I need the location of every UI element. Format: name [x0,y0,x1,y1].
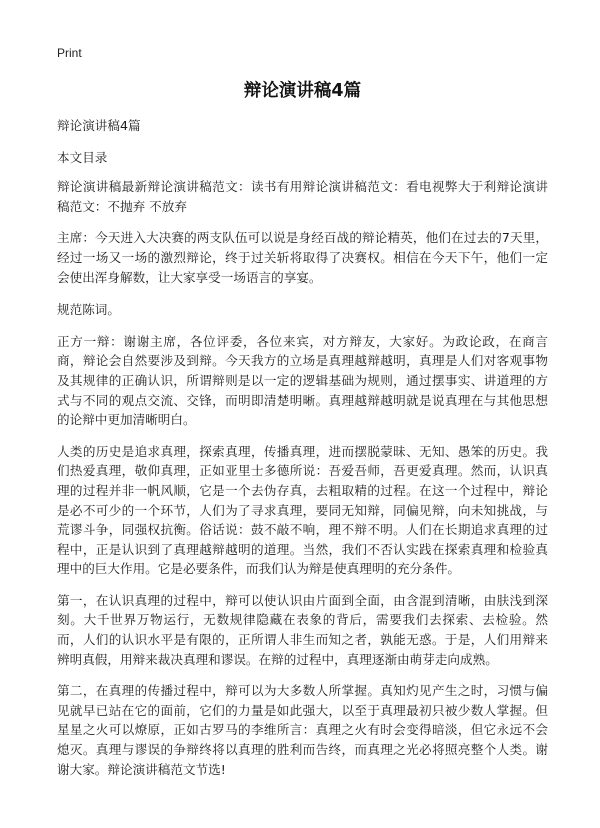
paragraph-rules: 规范陈词。 [57,302,120,318]
toc-heading: 本文目录 [57,149,108,165]
print-link[interactable]: Print [57,46,82,60]
paragraph-intro: 主席：今天进入大决赛的两支队伍可以说是身经百战的辩论精英，他们在过去的7天里，经过一场又一场的激烈辩论，终于过关斩将取得了决赛权。相信在今天下午，他们一定会使出浑身解数，让大家享受一场语言的享宴。 [57,230,548,285]
paragraph-point-two: 第二，在真理的传播过程中，辩可以为大多数人所掌握。真知灼见产生之时，习惯与偏见就早已站在它的面前，它们的力量是如此强大，以至于真理最初只被少数人掌握。但星星之火可以燎原，正如古罗马的李维所言：真理之火有时会变得暗淡，但它永远不会熄灭。真理与谬误的争辩终将以真理的胜利而告终，而真理之光必将照亮整个人类。谢谢大家。辩论演讲稿范文节选! [57,683,548,777]
paragraph-point-one: 第一，在认识真理的过程中，辩可以使认识由片面到全面，由含混到清晰，由肤浅到深刻。大千世界万物运行，无数规律隐藏在表象的背后，需要我们去探索、去检验。然而，人们的认识水平是有限的，正所谓人非生而知之者，孰能无惑。于是，人们用辩来辨明真假，用辩来裁决真理和谬误。在辩的过程中，真理逐渐由萌芽走向成熟。 [57,592,548,667]
paragraph-history: 人类的历史是追求真理，探索真理，传播真理，进而摆脱蒙昧、无知、愚笨的历史。我们热爱真理，敬仰真理，正如亚里士多德所说：吾爱吾师，吾更爱真理。然而，认识真理的过程并非一帆风顺，它是一个去伪存真，去粗取精的过程。在这一个过程中，辩论是必不可少的一个环节，人们为了寻求真理，要同无知辩，同偏见辩，向未知挑战，与荒谬斗争，同强权抗衡。俗话说：鼓不敲不响，理不辩不明。人们在长期追求真理的过程中，正是认识到了真理越辩越明的道理。当然，我们不否认实践在探索真理和检验真理中的巨大作用。它是必要条件，而我们认为辩是使真理明的充分条件。 [57,443,548,577]
toc-line: 辩论演讲稿最新辩论演讲稿范文：读书有用辩论演讲稿范文：看电视弊大于利辩论演讲稿范文：不抛弃 不放弃 [57,179,548,214]
document-subtitle: 辩论演讲稿4篇 [57,118,141,133]
page-title: 辩论演讲稿4篇 [243,81,362,101]
paragraph-first-speaker: 正方一辩：谢谢主席，各位评委，各位来宾，对方辩友，大家好。为政论政，在商言商，辩论会自然要涉及到辩。今天我方的立场是真理越辩越明，真理是人们对客观事物及其规律的正确认识，所谓辩则是以一定的逻辑基础为规则，通过摆事实、讲道理的方式与不同的观点交流、交锋，而明即清楚明晰。真理越辩越明就是说真理在与其他思想的论辩中更加清晰明白。 [57,333,548,428]
